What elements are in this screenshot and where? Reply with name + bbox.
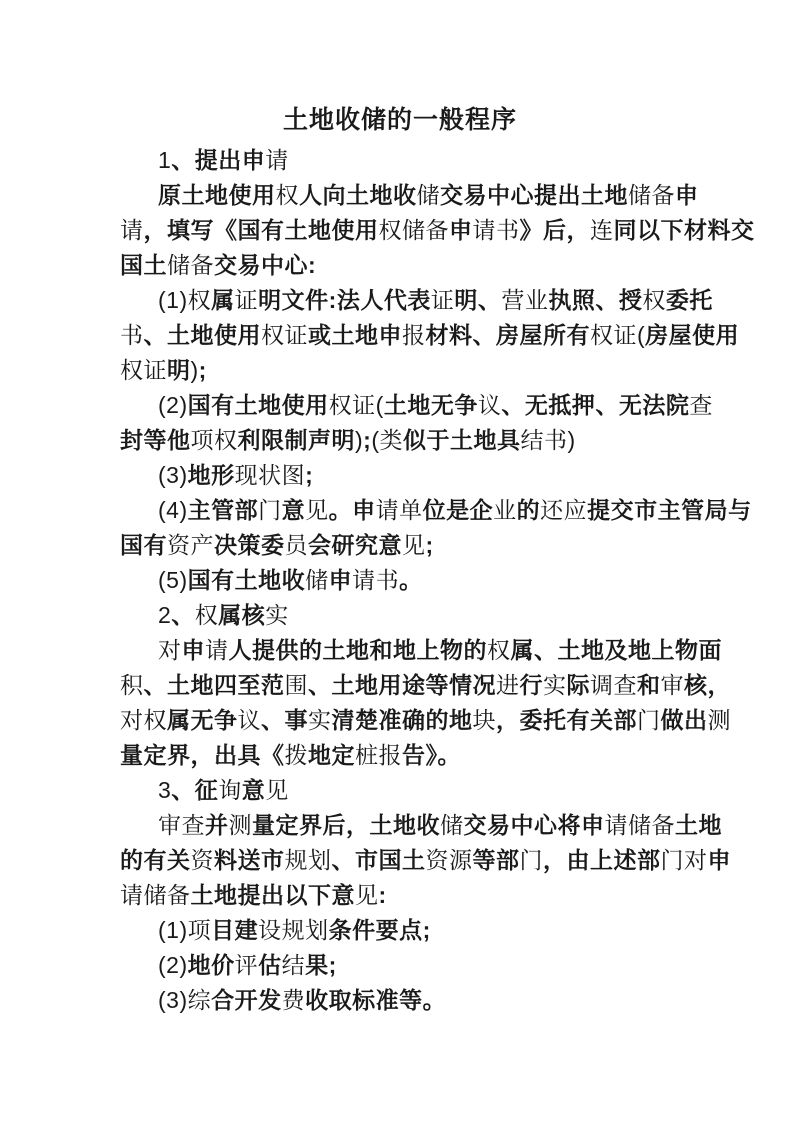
text-line: (2)地价评估结果; xyxy=(158,952,337,978)
text-line: 请储备土地提出以下意见: xyxy=(120,882,387,908)
text-line: 封等他项权利限制声明);(类似于土地具结书) xyxy=(120,427,576,453)
document-body xyxy=(120,143,755,1018)
text-line: (1)项目建设规划条件要点; xyxy=(158,917,431,943)
text-line: 书、土地使用权证或土地申报材料、房屋所有权证(房屋使用 xyxy=(120,322,740,348)
text-line: (2)国有土地使用权证(土地无争议、无抵押、无法院查 xyxy=(158,392,713,418)
text-line: 1、提出申请 xyxy=(158,147,289,173)
text-line: 2、权属核实 xyxy=(158,602,289,628)
text-line: 量定界，出具《拨地定桩报告》。 xyxy=(120,742,461,768)
text-line: 对申请人提供的土地和地上物的权属、土地及地上物面 xyxy=(158,637,722,663)
text-line: (3)综合开发费收取标准等。 xyxy=(158,987,447,1013)
text-line: 的有关资料送市规划、市国土资源等部门，由上述部门对申 xyxy=(120,847,731,873)
text-line: 对权属无争议、事实清楚准确的地块，委托有关部门做出测 xyxy=(120,707,731,733)
text-line: 国土储备交易中心: xyxy=(120,252,317,278)
text-line: 请，填写《国有土地使用权储备申请书》后，连同以下材料交 xyxy=(120,217,755,243)
text-line: 权证明); xyxy=(120,357,207,383)
text-line: 国有资产决策委员会研究意见; xyxy=(120,532,434,558)
text-line: (3)地形现状图; xyxy=(158,462,314,488)
text-line: (4)主管部门意见。申请单位是企业的还应提交市主管局与 xyxy=(158,497,752,523)
text-line: 积、土地四至范围、土地用途等情况进行实际调查和审核， xyxy=(120,672,731,698)
text-line: 原土地使用权人向土地收储交易中心提出土地储备申 xyxy=(158,182,699,208)
text-line: (5)国有土地收储申请书。 xyxy=(158,567,423,593)
text-line: 3、征询意见 xyxy=(158,777,289,803)
page-title: 土地收储的一般程序 xyxy=(282,106,517,134)
text-line: (1)权属证明文件:法人代表证明、营业执照、授权委托 xyxy=(158,287,713,313)
text-line: 审查并测量定界后，土地收储交易中心将申请储备土地 xyxy=(158,812,722,838)
